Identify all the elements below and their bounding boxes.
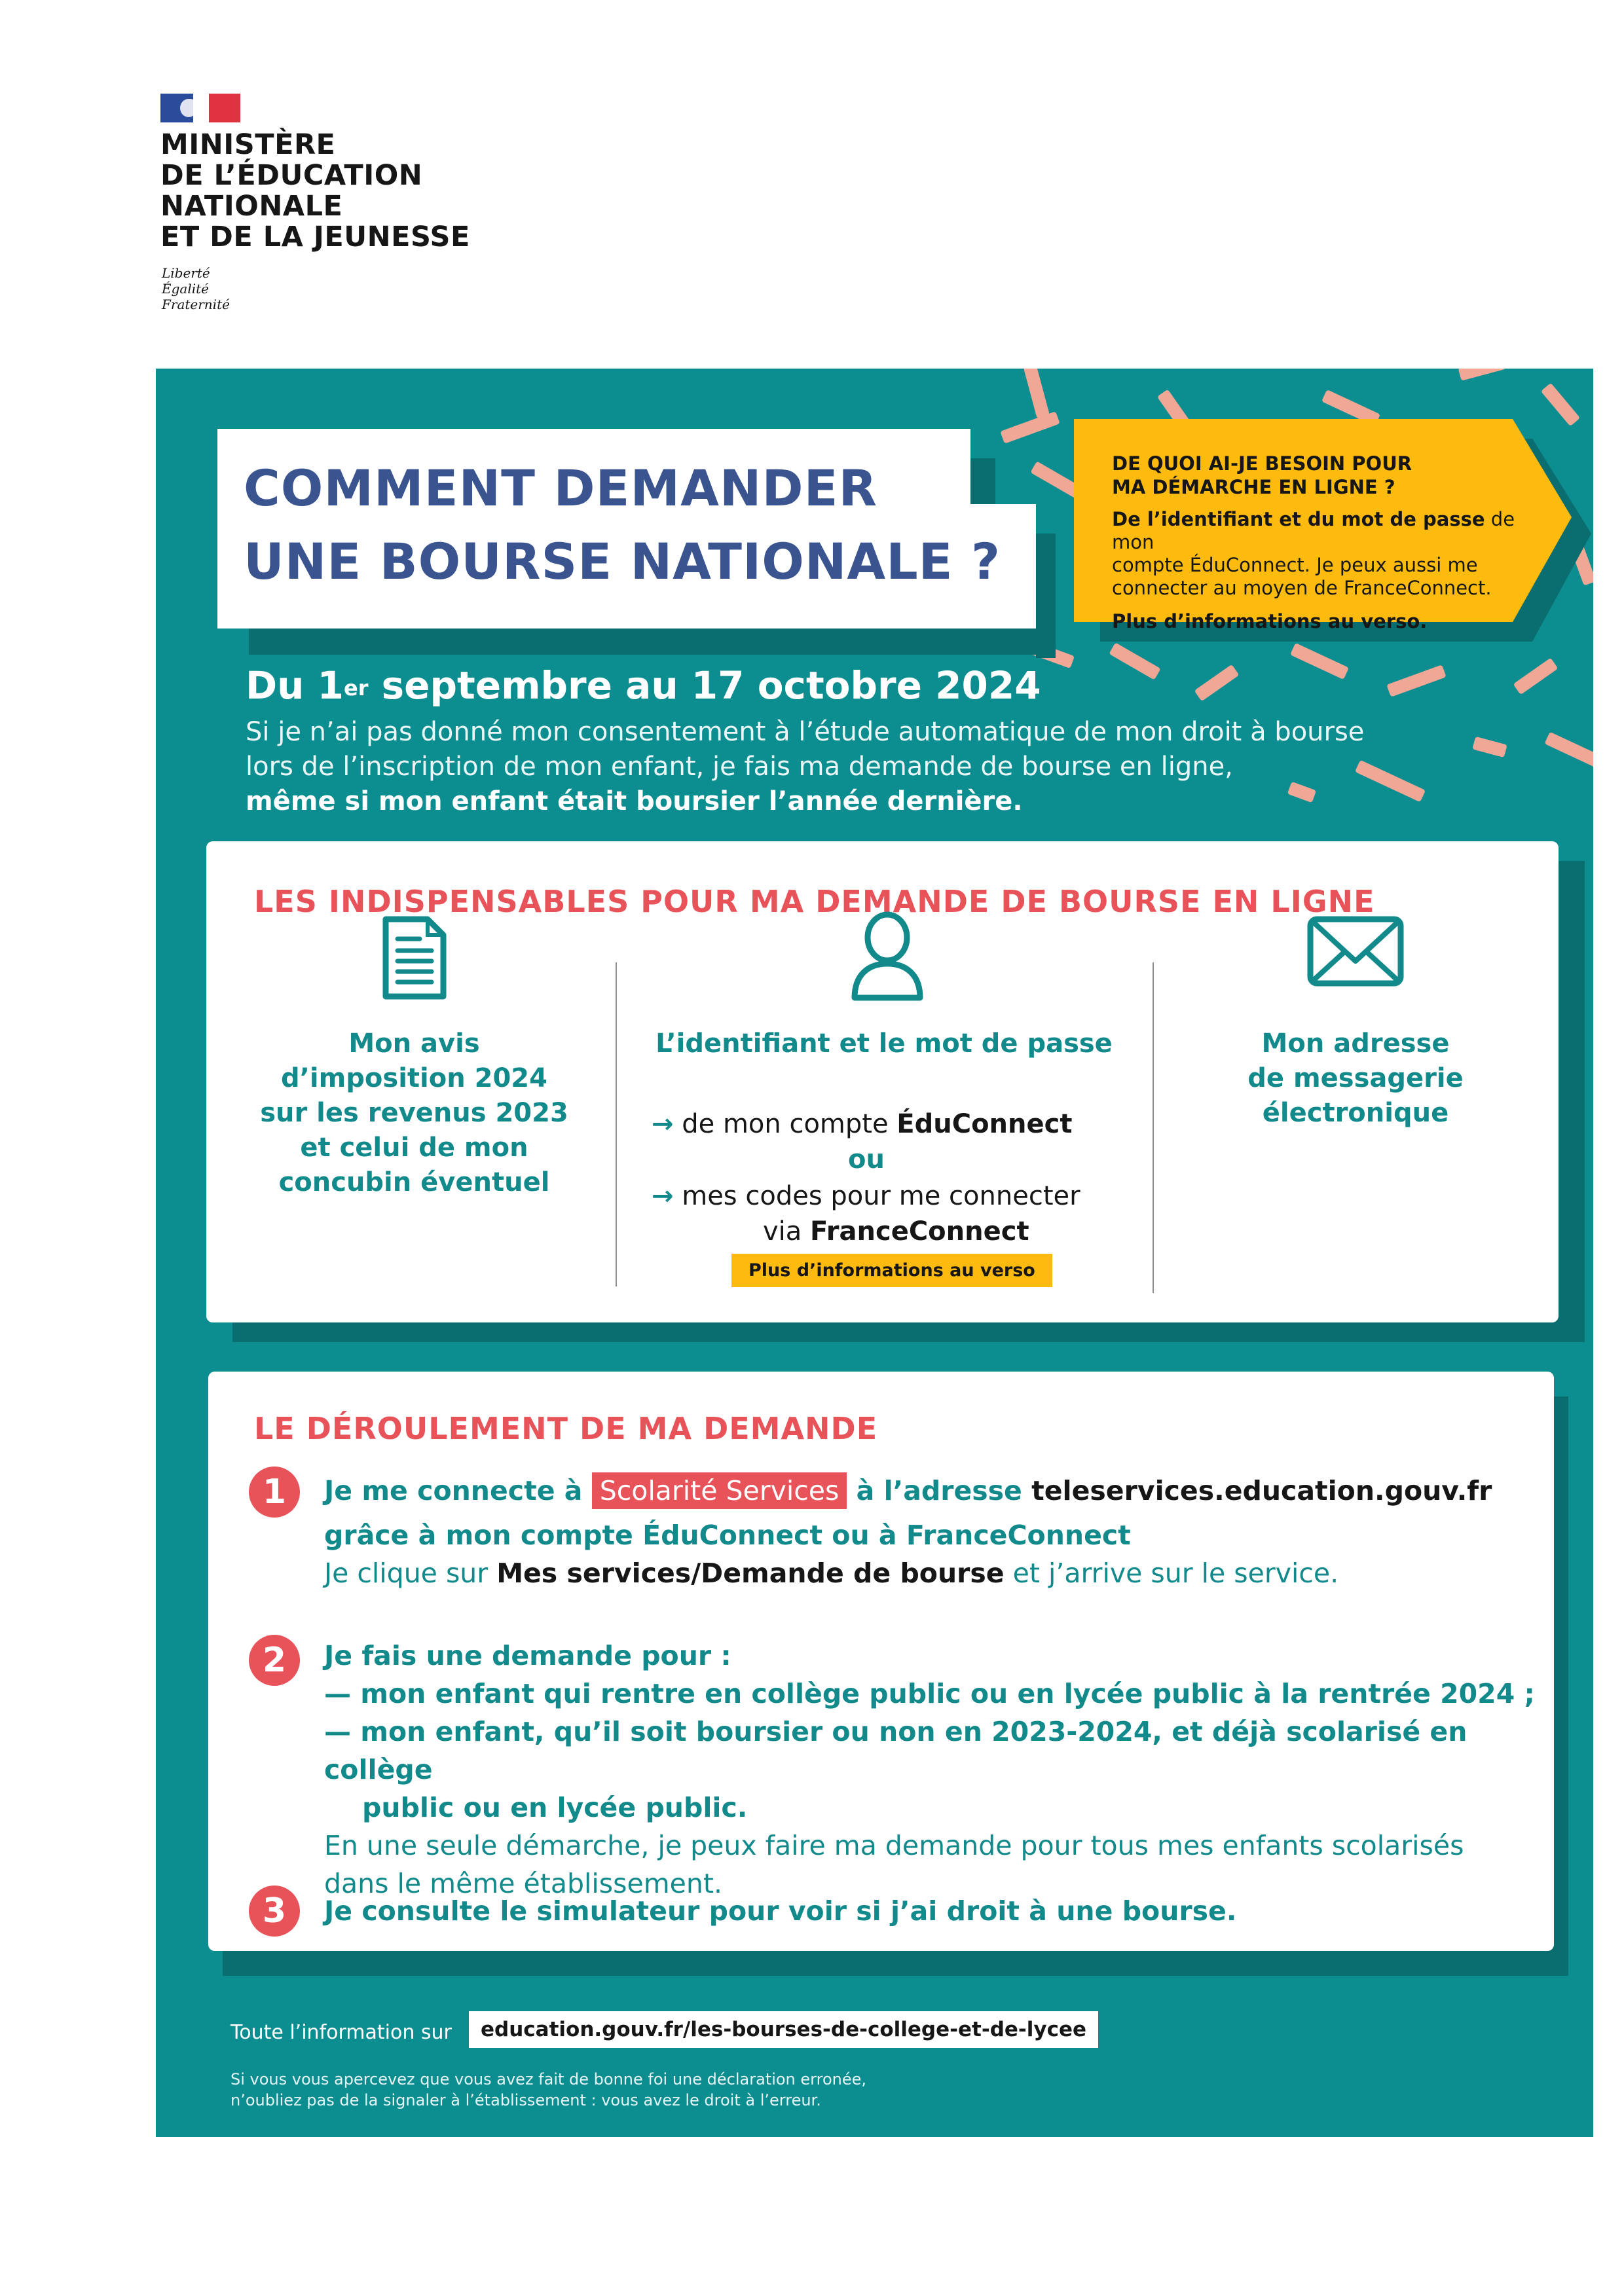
confetti: [1024, 369, 1050, 418]
arrow-right-icon: →: [652, 1181, 674, 1211]
step-3: Je consulte le simulateur pour voir si j’ai droit à une bourse.: [324, 1895, 1237, 1927]
tax-notice-line: Mon avis: [348, 1029, 480, 1059]
footer-label: Toute l’information sur: [231, 2021, 452, 2044]
menu-path: Mes services/Demande de bourse: [496, 1558, 1005, 1589]
arrow-right-icon: →: [652, 1109, 674, 1139]
step-1-line-2: grâce à mon compte ÉduConnect ou à FranceConnect: [324, 1520, 1131, 1551]
title-line-1: COMMENT DEMANDER: [244, 459, 878, 517]
step-2-bullet-cont: public ou en lycée public.: [362, 1792, 748, 1823]
step-2: [324, 1637, 1536, 1903]
step-text: à l’adresse: [847, 1475, 1032, 1506]
callout-more-info: Plus d’informations au verso.: [1112, 610, 1428, 632]
page-title: [244, 452, 1001, 598]
educonnect-label: ÉduConnect: [896, 1109, 1073, 1139]
step-2-heading: Je fais une demande pour :: [324, 1640, 731, 1671]
date-prefix: Du 1: [246, 663, 344, 708]
date-superscript: er: [343, 676, 369, 701]
essential-credentials-title: L’identifiant et le mot de passe: [655, 1029, 1113, 1059]
ministry-name: [160, 130, 470, 253]
callout-heading-line: DE QUOI AI-JE BESOIN POUR: [1112, 452, 1412, 475]
title-shadow: [249, 629, 1056, 655]
step-1-line-1: [324, 1472, 1536, 1510]
essential-tax-notice: [249, 1027, 580, 1200]
marianne-flag-logo: [160, 94, 240, 122]
confetti: [1458, 369, 1506, 381]
callout-body-line: connecter au moyen de FranceConnect.: [1112, 577, 1492, 599]
intro-line: lors de l’inscription de mon enfant, je fais ma demande de bourse en ligne,: [246, 752, 1233, 782]
callout-body-line: compte ÉduConnect. Je peux aussi me: [1112, 554, 1478, 576]
credentials-text: de mon compte: [682, 1109, 897, 1139]
step-text: Je clique sur: [324, 1558, 497, 1589]
email-line: électronique: [1262, 1098, 1449, 1128]
step-1: [324, 1472, 1536, 1592]
campaign-dates: [246, 663, 1041, 708]
step-number-1: 1: [249, 1467, 300, 1518]
user-icon: [848, 910, 927, 1002]
credentials-text: mes codes pour me connecter: [682, 1181, 1080, 1211]
tax-notice-line: concubin éventuel: [278, 1167, 550, 1197]
footer-info-link[interactable]: education.gouv.fr/les-bourses-de-college-et-de-lycee: [469, 2011, 1098, 2048]
column-divider: [616, 962, 617, 1286]
tax-notice-line: et celui de mon: [300, 1133, 528, 1163]
step-2-bullet: — mon enfant qui rentre en collège public ou en lycée public à la rentrée 2024 ;: [324, 1678, 1535, 1709]
intro-line-emphasis: même si mon enfant était boursier l’année dernière.: [246, 786, 1023, 816]
essential-email: [1179, 1027, 1532, 1131]
intro-text: [246, 715, 1364, 819]
confetti: [1290, 643, 1349, 680]
credentials-text: via: [763, 1216, 811, 1247]
franceconnect-label: FranceConnect: [810, 1216, 1029, 1247]
callout-body: [1112, 508, 1531, 600]
step-number-2: 2: [249, 1635, 300, 1686]
step-2-note: En une seule démarche, je peux faire ma demande pour tous mes enfants scolarisés: [324, 1830, 1464, 1861]
motto-line: Fraternité: [162, 297, 230, 312]
more-info-verso-badge: Plus d’informations au verso: [731, 1254, 1052, 1287]
title-line-2: UNE BOURSE NATIONALE ?: [244, 532, 1001, 591]
document-icon: [382, 915, 447, 1000]
confetti: [1386, 665, 1446, 697]
confetti: [1194, 665, 1240, 702]
disclaimer-line: n’oubliez pas de la signaler à l’établissement : vous avez le droit à l’erreur.: [231, 2091, 821, 2109]
callout-bold: De l’identifiant et du mot de passe: [1112, 508, 1485, 530]
callout-heading-line: MA DÉMARCHE EN LIGNE ?: [1112, 476, 1395, 498]
tax-notice-line: d’imposition 2024: [281, 1063, 547, 1093]
confetti: [1513, 658, 1559, 695]
process-title: LE DÉROULEMENT DE MA DEMANDE: [254, 1411, 878, 1446]
step-text: Je me connecte à: [324, 1475, 592, 1506]
column-divider: [1153, 962, 1154, 1293]
confetti: [1544, 732, 1593, 771]
envelope-icon: [1306, 915, 1405, 987]
date-suffix: septembre au 17 octobre 2024: [368, 663, 1041, 708]
confetti: [1472, 737, 1507, 757]
email-line: Mon adresse: [1261, 1029, 1450, 1059]
disclaimer-line: Si vous vous apercevez que vous avez fait de bonne foi une déclaration erronée,: [231, 2070, 866, 2088]
ministry-line: ET DE LA JEUNESSE: [160, 221, 470, 253]
motto-line: Égalité: [162, 281, 209, 297]
callout-body-line: [1112, 508, 1531, 554]
ministry-line: MINISTÈRE: [160, 128, 336, 161]
confetti: [1000, 411, 1060, 444]
step-1-line-3: [324, 1554, 1536, 1592]
confetti: [1109, 642, 1160, 680]
email-line: de messagerie: [1247, 1063, 1464, 1093]
ministry-line: NATIONALE: [160, 190, 343, 223]
intro-line: Si je n’ai pas donné mon consentement à l’étude automatique de mon droit à bourse: [246, 717, 1365, 747]
callout-heading: [1112, 452, 1531, 499]
confetti: [1355, 760, 1426, 803]
ministry-line: DE L’ÉDUCATION: [160, 159, 423, 192]
flag-blue: [160, 94, 193, 122]
republic-motto: [162, 265, 230, 312]
motto-line: Liberté: [162, 265, 210, 281]
footer-disclaimer: [231, 2069, 866, 2111]
step-text: et j’arrive sur le service.: [1004, 1558, 1339, 1589]
or-separator: ou: [848, 1144, 885, 1175]
scolarite-services-badge: Scolarité Services: [592, 1472, 847, 1509]
flag-red: [209, 94, 240, 122]
credentials-franceconnect: [652, 1178, 1149, 1249]
step-2-note: dans le même établissement.: [324, 1868, 722, 1899]
credentials-educonnect: [652, 1106, 1123, 1142]
callout-text: de mon: [1112, 508, 1515, 553]
step-2-bullet: — mon enfant, qu’il soit boursier ou non en 2023-2024, et déjà scolarisé en collège: [324, 1716, 1467, 1785]
callout: [1112, 452, 1531, 633]
tax-notice-line: sur les revenus 2023: [260, 1098, 568, 1128]
step-number-3: 3: [249, 1886, 300, 1937]
teleservices-link[interactable]: teleservices.education.gouv.fr: [1031, 1475, 1492, 1506]
essentials-title: LES INDISPENSABLES POUR MA DEMANDE DE BOURSE EN LIGNE: [254, 884, 1375, 919]
